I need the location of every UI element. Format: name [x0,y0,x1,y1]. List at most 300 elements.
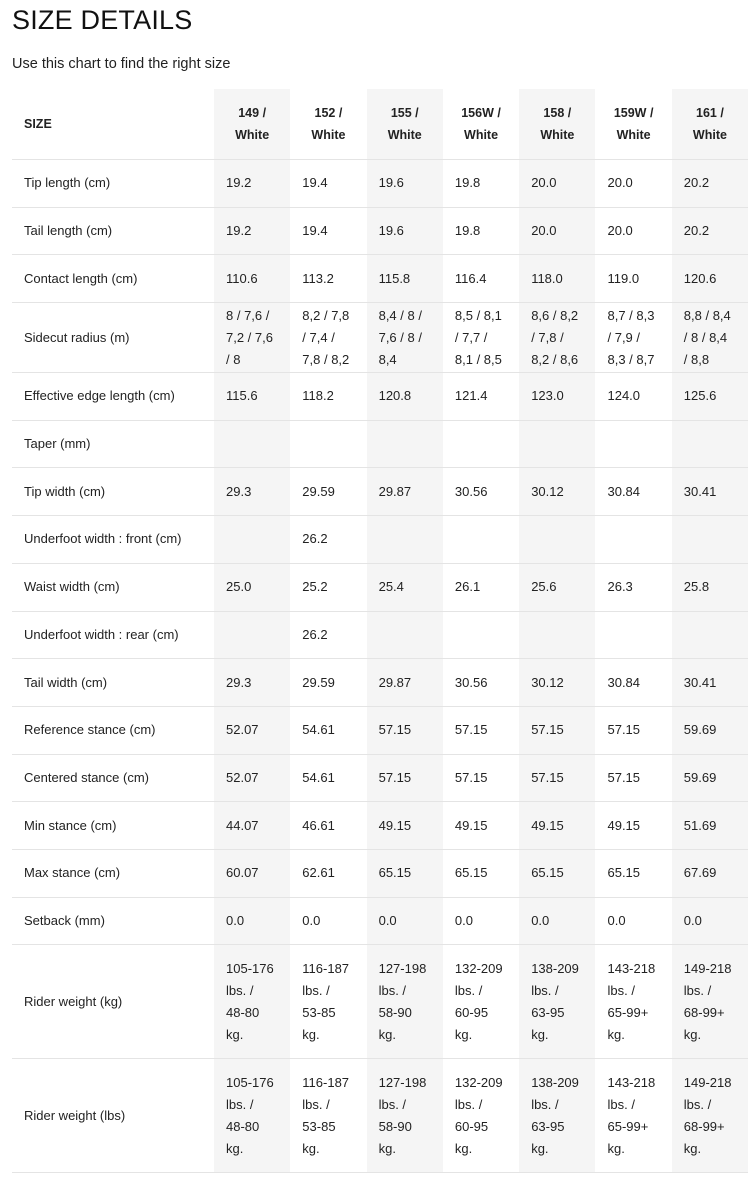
cell-value: 127-198 [378,1074,427,1090]
size-column-header [443,89,519,160]
table-cell [672,563,748,611]
cell-value: 115.6 [226,388,258,404]
cell-value: 59.69 [683,769,717,785]
cell-value: 116-187 [302,960,350,976]
cell-value: 57.15 [607,769,641,785]
table-cell [367,1059,443,1173]
cell-value: 29.59 [302,674,335,690]
row-label: Reference stance (cm) [12,706,214,754]
cell-value: 19.6 [378,175,404,191]
cell-value: 48-80 [226,1004,260,1020]
table-cell [519,802,595,850]
cell-value: 121.4 [454,388,488,404]
cell-value: lbs. / [226,1096,254,1112]
cell-value: 113.2 [302,270,334,286]
cell-value: 0.0 [683,912,702,928]
table-cell [290,468,366,516]
cell-value: 30.84 [607,674,641,690]
cell-value: 54.61 [302,769,335,785]
row-label: Tip length (cm) [12,160,214,208]
table-cell [443,754,519,802]
row-label: Sidecut radius (m) [12,303,214,373]
cell-value: kg. [454,1140,473,1156]
table-cell [443,611,519,659]
table-cell [214,420,290,468]
cell-value: lbs. / [378,1096,407,1112]
table-cell [519,754,595,802]
cell-value: lbs. / [531,982,559,998]
cell-value: 20.2 [683,223,710,239]
cell-value: 20.0 [607,223,633,239]
cell-value: kg. [302,1026,320,1042]
cell-value: 30.84 [607,483,641,499]
table-cell [443,563,519,611]
cell-value: 48-80 [226,1118,260,1134]
cell-value: 19.4 [302,175,328,191]
table-cell [519,207,595,255]
table-cell [519,706,595,754]
cell-value: 65.15 [454,865,488,881]
row-label: Tail length (cm) [12,207,214,255]
cell-value: 29.59 [302,483,335,499]
size-column-size: 159W / [613,106,654,120]
table-row [12,160,748,208]
cell-value: 46.61 [302,817,335,833]
cell-value: 58-90 [378,1118,412,1134]
table-cell [443,468,519,516]
table-cell [519,611,595,659]
table-cell [519,255,595,303]
table-cell [367,706,443,754]
cell-value: kg. [454,1026,473,1042]
table-cell [672,207,748,255]
table-cell [595,468,671,516]
cell-value: 67.69 [683,865,717,881]
cell-value: lbs. / [454,1096,483,1112]
cell-value: 7,2 / 7,6 [226,329,273,345]
cell-value: 132-209 [454,1074,503,1090]
table-cell [367,754,443,802]
table-cell [367,516,443,564]
size-column-color: White [692,128,727,142]
table-cell [367,255,443,303]
table-body [12,160,748,1173]
table-cell [214,706,290,754]
table-cell [443,373,519,421]
cell-value: 125.6 [683,388,717,404]
table-cell [443,255,519,303]
cell-value: 49.15 [454,817,488,833]
cell-value: lbs. / [607,1096,635,1112]
size-header-label: SIZE [12,89,214,160]
table-row [12,754,748,802]
cell-value: lbs. / [683,1096,712,1112]
cell-value: 8,5 / 8,1 [454,307,502,323]
table-row [12,706,748,754]
cell-value: lbs. / [226,982,254,998]
cell-value: / 7,9 / [607,329,641,345]
table-cell [672,468,748,516]
row-label: Contact length (cm) [12,255,214,303]
size-column-size: 158 / [543,106,572,120]
table-cell [672,659,748,707]
cell-value: kg. [607,1140,625,1156]
table-cell [443,303,519,373]
table-cell [290,420,366,468]
table-cell [443,207,519,255]
cell-value: 60-95 [454,1004,489,1020]
cell-value: 118.0 [531,270,563,286]
cell-value: / 7,8 / [531,329,564,345]
cell-value: 60.07 [226,865,259,881]
cell-value: 119.0 [607,270,640,286]
page-title: SIZE DETAILS [12,5,193,35]
table-cell [672,754,748,802]
cell-value: 26.3 [607,579,633,595]
table-cell [214,516,290,564]
cell-value: 8,4 [378,351,397,367]
cell-value: 123.0 [531,388,564,404]
cell-value: lbs. / [378,982,407,998]
cell-value: kg. [531,1140,549,1156]
cell-value: 115.8 [378,270,411,286]
table-row [12,563,748,611]
size-column-header [519,89,595,160]
table-cell [672,303,748,373]
size-column-header [290,89,366,160]
size-column-color: White [616,128,651,142]
table-cell [519,516,595,564]
cell-value: 20.0 [531,175,557,191]
cell-value: 65.15 [378,865,412,881]
cell-value: 54.61 [302,722,335,738]
cell-value: 0.0 [302,912,321,928]
row-label: Underfoot width : front (cm) [12,516,214,564]
table-cell [595,611,671,659]
table-row [12,420,748,468]
cell-value: 116-187 [302,1074,350,1090]
table-cell [214,255,290,303]
table-row [12,207,748,255]
table-cell [290,563,366,611]
cell-value: 8,7 / 8,3 [607,307,655,323]
cell-value: 65.15 [607,865,641,881]
size-column-size: 152 / [314,106,343,120]
table-cell [214,563,290,611]
table-row [12,1059,748,1173]
table-cell [519,373,595,421]
table-cell [519,897,595,945]
table-cell [214,373,290,421]
cell-value: 8,3 / 8,7 [607,351,655,367]
table-cell [290,303,366,373]
table-cell [595,945,671,1059]
table-cell [290,373,366,421]
page-subtitle: Use this chart to find the right size [12,56,231,72]
cell-value: 8,8 / 8,4 [683,307,731,323]
row-label: Rider weight (kg) [12,945,214,1059]
cell-value: 132-209 [454,960,503,976]
cell-value: kg. [302,1140,320,1156]
cell-value: 30.56 [454,483,488,499]
table-cell [595,1059,671,1173]
cell-value: 8,2 / 8,6 [531,351,579,367]
table-cell [595,420,671,468]
table-row [12,516,748,564]
size-column-color: White [387,128,422,142]
table-cell [214,849,290,897]
table-cell [672,945,748,1059]
cell-value: 29.3 [226,483,252,499]
cell-value: 149-218 [683,1074,732,1090]
table-cell [519,659,595,707]
cell-value: 8,4 / 8 / [378,307,422,323]
table-cell [367,373,443,421]
cell-value: 68-99+ [683,1004,725,1020]
table-cell [214,611,290,659]
table-cell [443,1059,519,1173]
cell-value: lbs. / [302,1096,330,1112]
cell-value: 49.15 [531,817,564,833]
cell-value: 138-209 [531,1074,579,1090]
cell-value: 30.41 [683,674,717,690]
cell-value: kg. [378,1026,396,1042]
table-cell [443,706,519,754]
size-column-size: 155 / [390,106,419,120]
table-cell [519,303,595,373]
table-cell [367,563,443,611]
table-row [12,802,748,850]
cell-value: 25.0 [226,579,252,595]
cell-value: 52.07 [226,722,259,738]
table-cell [214,897,290,945]
cell-value: 0.0 [607,912,626,928]
table-row [12,303,748,373]
cell-value: kg. [683,1140,702,1156]
table-cell [595,659,671,707]
table-cell [367,207,443,255]
cell-value: 0.0 [454,912,473,928]
cell-value: 7,6 / 8 / [378,329,422,345]
row-label: Effective edge length (cm) [12,373,214,421]
cell-value: 65-99+ [607,1004,649,1020]
size-column-color: White [235,128,270,142]
table-cell [519,420,595,468]
row-label: Underfoot width : rear (cm) [12,611,214,659]
cell-value: 57.15 [378,769,412,785]
table-cell [367,802,443,850]
table-cell [443,802,519,850]
cell-value: 57.15 [378,722,412,738]
cell-value: 8,1 / 8,5 [454,351,502,367]
cell-value: lbs. / [531,1096,559,1112]
cell-value: / 7,7 / [454,329,488,345]
table-cell [672,802,748,850]
table-cell [367,468,443,516]
table-cell [214,1059,290,1173]
table-row [12,611,748,659]
cell-value: 20.0 [607,175,633,191]
table-cell [672,706,748,754]
cell-value: 53-85 [302,1004,336,1020]
cell-value: 124.0 [607,388,641,404]
cell-value: 105-176 [226,1074,274,1090]
cell-value: lbs. / [607,982,635,998]
cell-value: 57.15 [454,722,488,738]
table-cell [290,1059,366,1173]
size-column-size: 149 / [238,106,267,120]
cell-value: 58-90 [378,1004,412,1020]
table-cell [443,160,519,208]
table-cell [672,160,748,208]
table-cell [443,897,519,945]
cell-value: 60-95 [454,1118,489,1134]
cell-value: 19.2 [226,223,252,239]
table-cell [672,255,748,303]
cell-value: kg. [531,1026,549,1042]
cell-value: 110.6 [226,270,258,286]
cell-value: 7,8 / 8,2 [302,351,350,367]
table-cell [672,849,748,897]
cell-value: 29.3 [226,674,252,690]
cell-value: 19.2 [226,175,252,191]
table-cell [595,303,671,373]
table-cell [672,420,748,468]
size-column-color: White [464,128,499,142]
table-cell [367,420,443,468]
cell-value: 49.15 [378,817,412,833]
cell-value: kg. [378,1140,396,1156]
cell-value: 26.2 [302,531,328,547]
table-cell [290,802,366,850]
table-cell [443,945,519,1059]
table-cell [443,659,519,707]
table-row [12,849,748,897]
cell-value: 25.6 [531,579,557,595]
cell-value: 120.6 [683,270,717,286]
cell-value: 63-95 [531,1118,565,1134]
cell-value: 65.15 [531,865,564,881]
cell-value: 20.2 [683,175,710,191]
table-cell [595,160,671,208]
table-cell [595,897,671,945]
cell-value: kg. [607,1026,625,1042]
table-cell [672,897,748,945]
table-cell [214,160,290,208]
table-cell [367,659,443,707]
cell-value: 143-218 [607,960,656,976]
size-column-size: 156W / [461,106,501,120]
cell-value: 8,6 / 8,2 [531,307,579,323]
cell-value: 30.12 [531,483,564,499]
row-label: Centered stance (cm) [12,754,214,802]
cell-value: 0.0 [378,912,397,928]
cell-value: 57.15 [454,769,488,785]
row-label: Max stance (cm) [12,849,214,897]
table-cell [290,659,366,707]
cell-value: 105-176 [226,960,274,976]
cell-value: 25.8 [683,579,710,595]
table-cell [595,207,671,255]
cell-value: 25.2 [302,579,328,595]
table-cell [519,1059,595,1173]
table-cell [595,706,671,754]
table-cell [519,945,595,1059]
table-cell [214,303,290,373]
size-column-header [214,89,290,160]
table-cell [595,516,671,564]
cell-value: 19.6 [378,223,404,239]
table-cell [672,1059,748,1173]
cell-value: 63-95 [531,1004,565,1020]
cell-value: 0.0 [531,912,550,928]
table-cell [595,849,671,897]
cell-value: 19.4 [302,223,328,239]
table-cell [214,754,290,802]
table-cell [595,563,671,611]
table-row [12,255,748,303]
table-cell [290,706,366,754]
cell-value: lbs. / [683,982,712,998]
table-row [12,897,748,945]
table-cell [672,611,748,659]
table-cell [290,897,366,945]
cell-value: kg. [226,1026,244,1042]
cell-value: 149-218 [683,960,732,976]
table-cell [595,373,671,421]
cell-value: 30.12 [531,674,564,690]
cell-value: 8,2 / 7,8 [302,307,350,323]
cell-value: 120.8 [378,388,412,404]
cell-value: 44.07 [226,817,259,833]
table-cell [443,516,519,564]
cell-value: 138-209 [531,960,579,976]
cell-value: 19.8 [454,175,481,191]
cell-value: 65-99+ [607,1118,649,1134]
cell-value: 20.0 [531,223,557,239]
cell-value: 0.0 [226,912,245,928]
table-cell [214,207,290,255]
table-header-row [12,89,748,160]
cell-value: 68-99+ [683,1118,725,1134]
size-column-header [367,89,443,160]
cell-value: 30.56 [454,674,488,690]
table-cell [290,754,366,802]
size-column-header [672,89,748,160]
cell-value: 8 / 7,6 / [226,307,270,323]
table-cell [214,945,290,1059]
table-cell [672,373,748,421]
size-column-color: White [311,128,346,142]
cell-value: / 8,8 [683,351,710,367]
size-column-header [595,89,671,160]
table-cell [595,255,671,303]
table-cell [595,802,671,850]
row-label: Waist width (cm) [12,563,214,611]
table-cell [290,516,366,564]
table-cell [214,659,290,707]
row-label: Rider weight (lbs) [12,1059,214,1173]
table-cell [367,611,443,659]
table-cell [214,802,290,850]
table-cell [290,945,366,1059]
table-row [12,945,748,1059]
table-cell [443,420,519,468]
cell-value: / 8 / 8,4 [683,329,728,345]
cell-value: 51.69 [683,817,717,833]
table-cell [367,303,443,373]
cell-value: kg. [226,1140,244,1156]
